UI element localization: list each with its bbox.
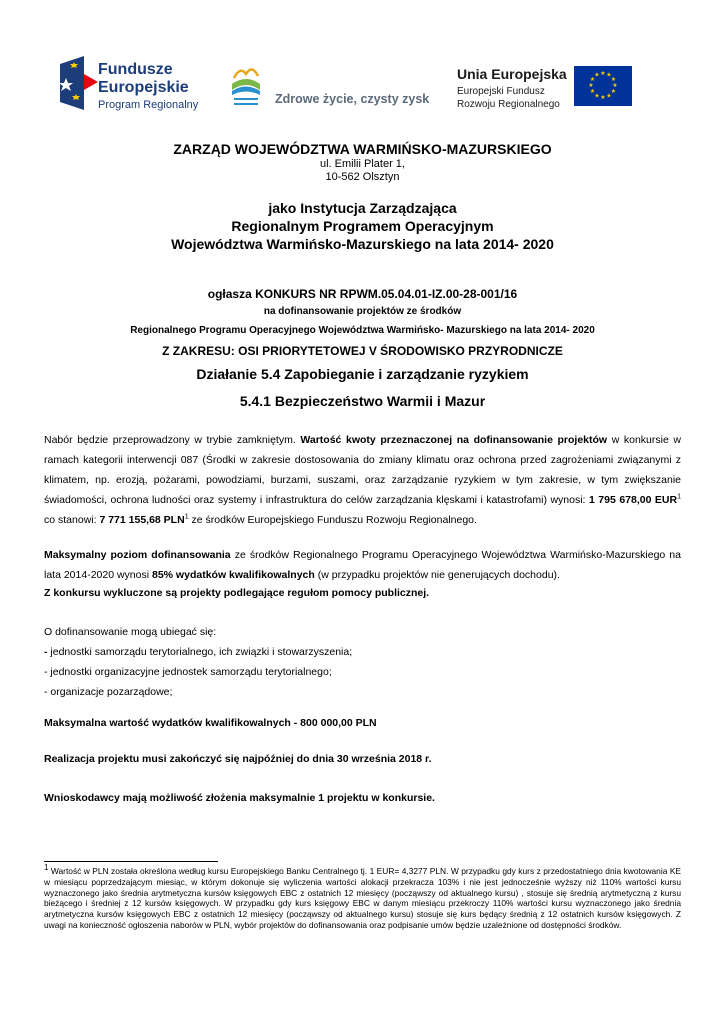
- svg-text:★: ★: [589, 76, 596, 83]
- p1-connector: co stanowi:: [44, 514, 100, 526]
- footnote: [44, 863, 681, 931]
- allocation-paragraph: [44, 430, 681, 530]
- fe-line2: Europejskie: [98, 79, 189, 96]
- svg-text:★: ★: [606, 92, 612, 100]
- address-city: 10-562 Olsztyn: [325, 171, 400, 183]
- p1-fund: ze środków Europejskiego Funduszu Rozwoju Regionalnego.: [188, 514, 477, 526]
- competition-number: ogłasza KONKURS NR RPWM.05.04.01-IZ.00-28-001/16: [207, 287, 518, 301]
- svg-text:★: ★: [612, 82, 618, 89]
- max-funding-paragraph: [44, 545, 681, 585]
- p5-text: Maksymalna wartość wydatków kwalifikowalnych - 800 000,00 PLN: [44, 717, 377, 729]
- amount-pln: 7 771 155,68 PLN: [99, 514, 185, 526]
- project-limit-paragraph: [44, 788, 681, 808]
- ue-line3: Rozwoju Regionalnego: [457, 99, 560, 110]
- p1-intro: Nabór będzie przeprowadzony w trybie zamkniętym.: [44, 434, 301, 446]
- ue-line1: Unia Europejska: [457, 66, 567, 82]
- ue-line2: Europejski Fundusz: [457, 86, 545, 97]
- submeasure-title: 5.4.1 Bezpieczeństwo Warmii i Mazur: [239, 393, 486, 409]
- p3-text: Z konkursu wykluczone są projekty podlegające regułom pomocy publicznej.: [44, 587, 430, 599]
- p2-note: (w przypadku projektów nie generujących dochodu).: [314, 569, 560, 581]
- max-eligible-value: [44, 713, 681, 733]
- footnote-ref: 1: [677, 493, 682, 501]
- p2-bold: Maksymalny poziom dofinansowania: [44, 549, 231, 561]
- svg-text:★: ★: [610, 76, 617, 83]
- p1-bold-allocation: Wartość kwoty przeznaczonej na dofinansowanie projektów: [300, 434, 608, 446]
- eligibility-intro: O dofinansowanie mogą ubiegać się:: [44, 626, 217, 638]
- list-item: - organizacje pozarządowe;: [44, 686, 173, 698]
- deadline-paragraph: [44, 749, 681, 769]
- p2-percent: 85% wydatków kwalifikowalnych: [152, 569, 315, 581]
- logo-bar: [0, 0, 725, 125]
- measure-title: Działanie 5.4 Zapobieganie i zarządzanie ryzykiem: [196, 366, 529, 382]
- institution-line2: Regionalnym Programem Operacyjnym: [231, 218, 494, 234]
- footnote-ref-2: 1: [184, 513, 189, 521]
- eligibility-list: [44, 622, 681, 702]
- svg-text:★: ★: [588, 82, 594, 89]
- unia-europejska-text: [457, 66, 567, 111]
- svg-text:★: ★: [610, 88, 617, 95]
- list-item-text: jednostki samorządu terytorialnego, ich związki i stowarzyszenia;: [47, 646, 353, 658]
- footnote-number: 1: [44, 863, 49, 873]
- fundusze-europejskie-text: [98, 62, 198, 111]
- svg-text:★: ★: [600, 94, 606, 101]
- svg-text:★: ★: [594, 92, 600, 100]
- exclusion-paragraph: [44, 583, 681, 603]
- footnote-text: Wartość w PLN została określona według kursu Europejskiego Banku Centralnego tj. 1 EUR= 4,3277 PLN. W przypadku gdy kurs z przedostatniego dnia kwotowania KE w miesiącu poprzedzającym miesiąc, w którym dokonuje się wyliczenia wartości alokacji przekracza 103% i nie jest jednocześnie wyższy niż 110% wartości kursu wyznaczonego jako średnia arytmetyczna kursów księgowych EBC z ostatnich 12 miesięcy (począwszy od aktualnego kursu) , stosuje się średnią arytmetyczną z kursu bieżącego i średniej z 12 kursów księgowych. W przypadku gdy kurs księgowy EBC w danym miesiącu przekroczy 110% wartości kursu wyznaczonego jako średnia arytmetyczna kursów księgowych EBC z ostatnich 12 miesięcy (począwszy od aktualnego kursu) stosuje się kurs będący średnią z 12 ostatnich kursów księgowych. Z uwagi na konieczność ogłoszenia naborów w PLN, wybór projektów do dofinansowania oraz podpisanie umów będzie uzależnione od dostępności środków.: [44, 866, 681, 930]
- fe-line1: Fundusze: [98, 61, 173, 78]
- list-item: - jednostki organizacyjne jednostek samorządu terytorialnego;: [44, 666, 332, 678]
- footnote-divider: [44, 861, 218, 862]
- p7-text: Wnioskodawcy mają możliwość złożenia maksymalnie 1 projektu w konkursie.: [44, 792, 435, 804]
- page-title: ZARZĄD WOJEWÓDZTWA WARMIŃSKO-MAZURSKIEGO: [173, 141, 552, 157]
- p1-description: w konkursie w ramach kategorii interwencji 087 (Środki w zakresie dostosowania do zmiany klimatu oraz ochrona przed zagrożeniami związanymi z klimatem, np. erozją, pożarami, powodziami, burzami, suszami, oraz zarządzanie ryzykiem w tym zakresie, w tym zwiększanie świadomości, ochrona ludności oraz systemy i infrastruktura do celów zarządzania klęskami i katastrofami) wynosi:: [44, 434, 681, 506]
- institution-line1: jako Instytucja Zarządzająca: [268, 200, 457, 216]
- svg-text:★: ★: [589, 88, 596, 95]
- program-line: Regionalnego Programu Operacyjnego Województwa Warmińsko- Mazurskiego na lata 2014- 2020: [130, 325, 595, 336]
- fe-line3: Program Regionalny: [98, 99, 199, 111]
- funding-line: na dofinansowanie projektów ze środków: [263, 306, 462, 317]
- address-street: ul. Emilii Plater 1,: [320, 158, 405, 170]
- p2-text: ze środków Regionalnego Programu Operacyjnego Województwa Warmińsko-Mazurskiego na lata 2014-2020 wynosi: [44, 549, 681, 581]
- fundusze-europejskie-logo-icon: [56, 56, 102, 110]
- warmia-mazury-logo-icon: [228, 64, 264, 108]
- scope-line: Z ZAKRESU: OSI PRIORYTETOWEJ V ŚRODOWISKO PRZYRODNICZE: [162, 344, 563, 358]
- institution-line3: Województwa Warmińsko-Mazurskiego na lata 2014- 2020: [171, 236, 554, 252]
- p6-text: Realizacja projektu musi zakończyć się najpóźniej do dnia 30 września 2018 r.: [44, 753, 432, 765]
- list-dash: -: [44, 646, 48, 658]
- svg-text:★: ★: [606, 71, 612, 79]
- eu-flag-icon: [574, 66, 632, 106]
- svg-text:★: ★: [600, 70, 606, 77]
- svg-text:★: ★: [594, 71, 600, 79]
- list-item: [44, 642, 681, 662]
- warmia-mazury-slogan: Zdrowe życie, czysty zysk: [275, 92, 430, 106]
- amount-eur: 1 795 678,00 EUR: [588, 494, 678, 506]
